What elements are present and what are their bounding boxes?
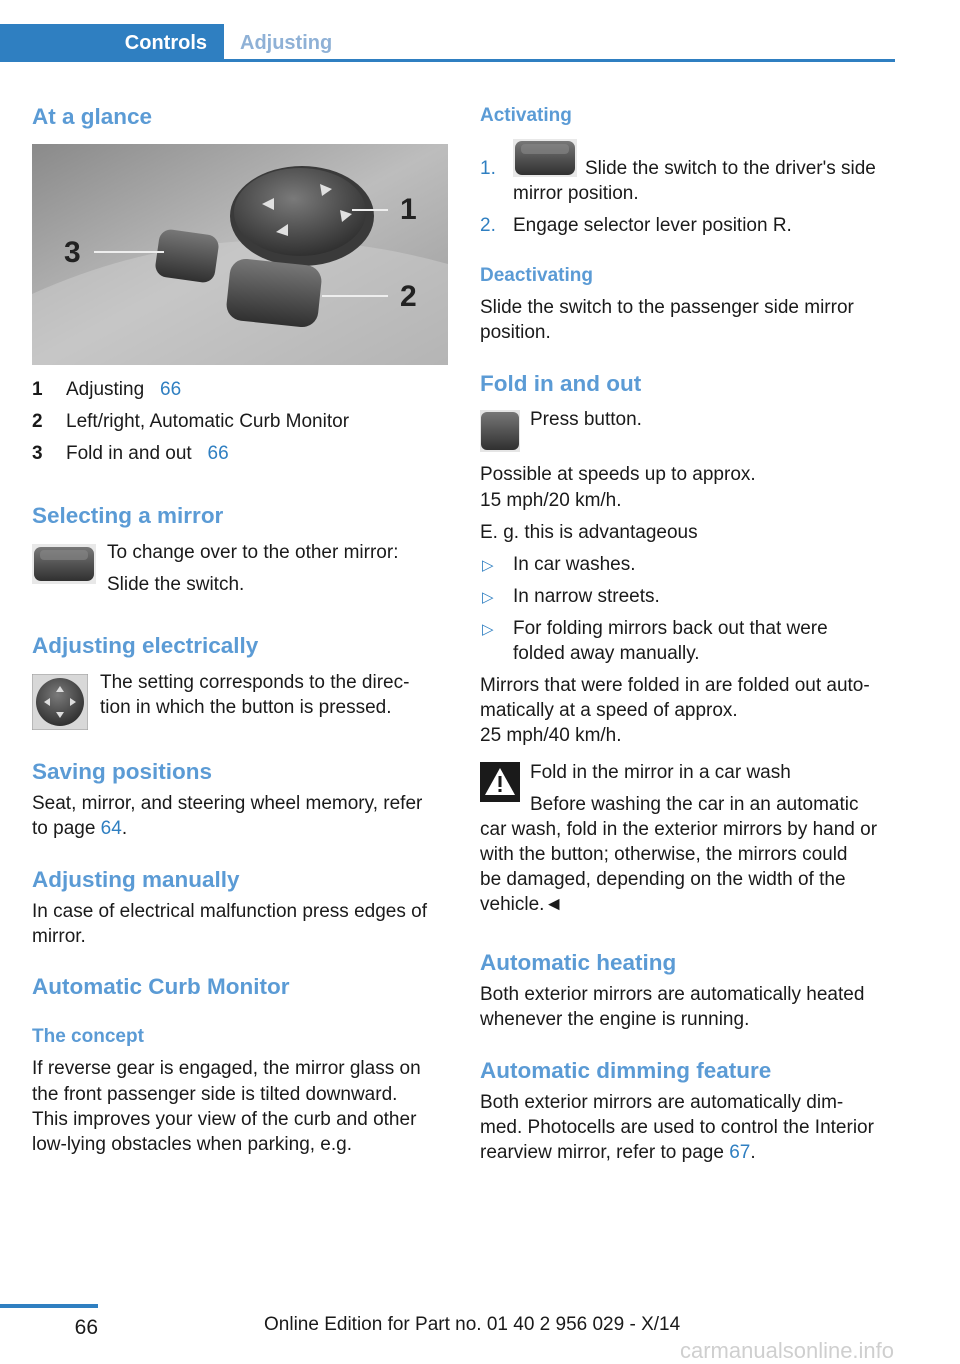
figure-label-3: 3 [64,236,81,269]
saving-page-link[interactable]: 64 [100,818,122,839]
bullet-marker-1: ▷ [482,557,494,574]
legend-text-1 [66,377,181,403]
concept-text-3: This improves your view of the curb and other [32,1109,417,1130]
deact-text-1: Slide the switch to the passenger side mirror [480,297,854,318]
dimming-text-3-post: . [750,1142,756,1163]
bullet-marker-2: ▷ [482,589,494,606]
saving-text-1: Seat, mirror, and steering wheel memory, refer [32,793,423,814]
page-header [0,24,895,62]
heading-automatic-curb-monitor: Automatic Curb Monitor [32,974,290,999]
heading-saving-positions: Saving positions [32,759,213,784]
section-tab-adjusting[interactable]: Adjusting [240,32,333,54]
fold-button-icon [480,410,520,452]
figure-label-2: 2 [400,280,417,313]
warning-text-1: Before washing the car in an automatic [530,794,859,815]
heading-selecting-mirror: Selecting a mirror [32,503,224,528]
slide-switch-icon [513,139,577,177]
bullet-text-1: In car washes. [513,554,636,575]
act-step-1-text-1: Slide the switch to the driver's side [585,158,876,179]
legend-label-1: Adjusting [66,379,145,400]
dimming-text-3 [480,1140,756,1166]
legend-label-3: Fold in and out [66,443,192,464]
dimming-text-1: Both exterior mirrors are automatically dim‐ [480,1092,844,1113]
legend-num-3: 3 [32,443,43,464]
slide-switch-icon [32,544,96,584]
heating-text-1: Both exterior mirrors are automatically heated [480,984,865,1005]
concept-text-4: low-lying obstacles when parking, e.g. [32,1134,353,1155]
legend-num-2: 2 [32,411,43,432]
dimming-page-link[interactable]: 67 [729,1142,751,1163]
watermark: carmanualsonline.info [680,1338,895,1363]
saving-text-2-pre: to page [32,818,101,839]
concept-text-2: the front passenger side is tilted downward. [32,1084,398,1105]
auto-text-3: 25 mph/40 km/h. [480,725,622,746]
heading-automatic-dimming: Automatic dimming feature [480,1058,772,1083]
legend-text-2: Left/right, Automatic Curb Monitor [66,411,350,432]
dimming-text-3-pre: rearview mirror, refer to page [480,1142,730,1163]
legend-page-link-1[interactable]: 66 [160,379,182,400]
warning-text-5: vehicle.◄ [480,894,564,915]
saving-text-2-post: . [121,818,128,839]
heading-adjusting-manually: Adjusting manually [32,867,240,892]
selecting-text-2: Slide the switch. [107,574,245,595]
speeds-text-2: 15 mph/20 km/h. [480,490,622,511]
eg-text: E. g. this is advantageous [480,522,698,543]
legend-text-3 [66,441,229,467]
warning-text-3: with the button; otherwise, the mirrors could [480,844,848,865]
section-tab-controls[interactable]: Controls [0,24,224,62]
concept-text-1: If reverse gear is engaged, the mirror glass on [32,1058,421,1079]
heating-text-2: whenever the engine is running. [480,1009,750,1030]
heading-automatic-heating: Automatic heating [480,950,677,975]
act-step-2-num: 2. [480,215,496,236]
warning-triangle-icon [480,762,520,802]
bullet-text-3-line-1: For folding mirrors back out that were [513,618,828,639]
auto-text-1: Mirrors that were folded in are folded out auto‐ [480,675,870,696]
legend-num-1: 1 [32,379,43,400]
deact-text-2: position. [480,322,551,343]
mirror-controls-figure [32,144,448,365]
dimming-text-2: med. Photocells are used to control the Interior [480,1117,874,1138]
page-number: 66 [74,1316,98,1339]
act-step-1-text-2: mirror position. [513,183,639,204]
fold-press-text: Press button. [530,409,642,430]
auto-text-2: matically at a speed of approx. [480,700,738,721]
figure-label-1: 1 [400,193,417,226]
adj-elec-text-2: tion in which the button is pressed. [100,697,392,718]
act-step-2-text: Engage selector lever position R. [513,215,792,236]
heading-deactivating: Deactivating [480,265,593,286]
manual-text-1: In case of electrical malfunction press edges of [32,901,427,922]
warning-title: Fold in the mirror in a car wash [530,762,791,783]
heading-adjusting-electrically: Adjusting electrically [32,633,259,658]
manual-text-2: mirror. [32,926,86,947]
header-rule [0,59,895,62]
selecting-text-1: To change over to the other mirror: [107,542,399,563]
saving-text-2 [32,816,127,842]
heading-the-concept: The concept [32,1026,144,1047]
heading-fold-in-out: Fold in and out [480,371,642,396]
footer-rule [0,1304,98,1308]
heading-at-a-glance: At a glance [32,104,153,129]
bullet-marker-3: ▷ [482,621,494,638]
warning-text-2: car wash, fold in the exterior mirrors by hand or [480,819,878,840]
footer-edition: Online Edition for Part no. 01 40 2 956 029 - X/14 [264,1314,681,1335]
heading-activating: Activating [480,105,572,126]
warning-text-4: be damaged, depending on the width of the [480,869,846,890]
legend-page-link-3[interactable]: 66 [207,443,229,464]
bullet-text-2: In narrow streets. [513,586,660,607]
adj-elec-text-1: The setting corresponds to the direc‐ [100,672,410,693]
mirror-knob-icon [32,674,88,730]
act-step-1-num: 1. [480,158,496,179]
speeds-text-1: Possible at speeds up to approx. [480,464,756,485]
bullet-text-3-line-2: folded away manually. [513,643,700,664]
